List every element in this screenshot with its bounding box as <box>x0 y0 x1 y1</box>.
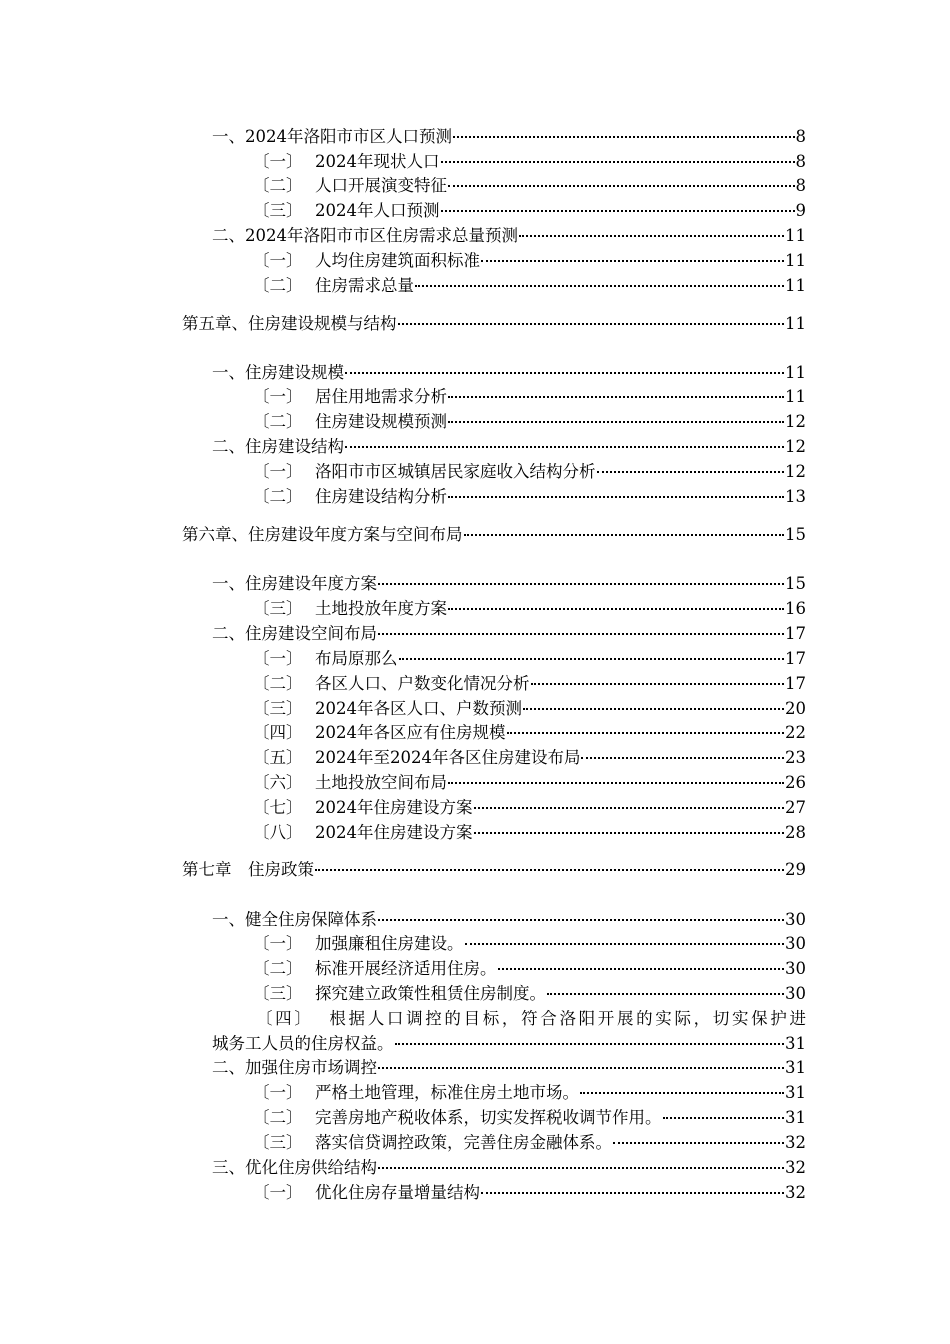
toc-entry-page: 26 <box>785 773 806 792</box>
toc-entry <box>253 647 806 671</box>
dot-leader <box>441 209 795 212</box>
toc-entry-page: 32 <box>785 1133 806 1152</box>
dot-leader <box>481 259 784 262</box>
toc-entry <box>253 672 806 696</box>
toc-entry-number: 〔六〕 <box>253 773 303 792</box>
toc-entry-number: 〔一〕 <box>253 462 303 481</box>
dot-leader <box>481 1191 784 1194</box>
toc-entry <box>212 572 806 596</box>
toc-entry <box>253 932 806 956</box>
toc-entry-page: 16 <box>785 599 806 618</box>
toc-entry-title: 优化住房存量增量结构 <box>315 1183 480 1202</box>
toc-entry <box>212 622 806 646</box>
toc-entry-number: 〔五〕 <box>253 748 303 767</box>
toc-entry <box>212 224 806 248</box>
toc-entry-title: 各区人口、户数变化情况分析 <box>315 674 530 693</box>
toc-entry-title: 2024年各区应有住房规模 <box>315 723 506 742</box>
toc-entry-title: 住房建设结构分析 <box>315 487 447 506</box>
toc-entry-page: 23 <box>785 748 806 767</box>
toc-entry-title: 二、加强住房市场调控 <box>212 1058 377 1077</box>
toc-entry-title: 加强廉租住房建设。 <box>315 934 464 953</box>
toc-entry-title: 一、住房建设年度方案 <box>212 574 377 593</box>
toc-entry-number: 〔一〕 <box>253 251 303 270</box>
toc-entry-title: 第六章、住房建设年度方案与空间布局 <box>182 525 463 544</box>
toc-entry <box>253 796 806 820</box>
toc-entry-page: 31 <box>785 1033 806 1053</box>
toc-entry <box>253 721 806 745</box>
toc-entry-number: 〔一〕 <box>253 152 303 171</box>
dot-leader <box>448 395 784 398</box>
toc-entry-page: 12 <box>785 412 806 431</box>
toc-entry-page: 11 <box>785 363 806 382</box>
toc-entry-page: 8 <box>795 152 806 171</box>
toc-entry-page: 29 <box>785 860 806 879</box>
toc-entry-number: 〔三〕 <box>253 984 303 1003</box>
dot-leader <box>547 992 784 995</box>
toc-entry-number: 〔二〕 <box>253 276 303 295</box>
dot-leader <box>448 781 784 784</box>
dot-leader <box>315 868 784 871</box>
dot-leader <box>465 942 785 945</box>
toc-entry <box>253 485 806 509</box>
toc-entry <box>253 410 806 434</box>
dot-leader <box>399 657 785 660</box>
toc-entry-page: 11 <box>785 251 806 270</box>
toc-entry-title: 二、2024年洛阳市市区住房需求总量预测 <box>212 226 518 245</box>
toc-entry <box>253 697 806 721</box>
toc-entry-title: 2024年人口预测 <box>315 201 440 220</box>
toc-entry-page: 22 <box>785 723 806 742</box>
toc-entry-number: 〔二〕 <box>253 176 303 195</box>
toc-entry-page: 11 <box>785 226 806 245</box>
toc-entry-number: 〔二〕 <box>253 412 303 431</box>
toc-entry-line2 <box>212 1032 806 1057</box>
toc-entry-number: 〔四〕 <box>256 1009 314 1028</box>
toc-entry <box>253 746 806 770</box>
dot-leader <box>345 445 784 448</box>
toc-entry-page: 31 <box>785 1058 806 1077</box>
dot-leader <box>464 533 785 536</box>
toc-entry-title: 2024年现状人口 <box>315 152 440 171</box>
toc-entry-page: 20 <box>785 699 806 718</box>
dot-leader <box>519 234 784 237</box>
toc-entry-page: 31 <box>785 1083 806 1102</box>
toc-entry-title: 布局原那么 <box>315 649 398 668</box>
toc-entry-title: 居住用地需求分析 <box>315 387 447 406</box>
dot-leader <box>378 1066 784 1069</box>
dot-leader <box>498 967 785 970</box>
toc-entry-title: 三、优化住房供给结构 <box>212 1158 377 1177</box>
dot-leader <box>581 756 784 759</box>
dot-leader <box>523 707 784 710</box>
toc-chapter <box>182 523 806 547</box>
toc-entry-title: 二、住房建设结构 <box>212 437 344 456</box>
toc-entry-title: 二、住房建设空间布局 <box>212 624 377 643</box>
toc-entry <box>212 125 806 149</box>
toc-entry <box>253 1081 806 1105</box>
toc-entry-title: 土地投放空间布局 <box>315 773 447 792</box>
toc-entry-page: 30 <box>785 934 806 953</box>
dot-leader <box>580 1091 784 1094</box>
toc-entry-title: 一、2024年洛阳市市区人口预测 <box>212 127 452 146</box>
toc-entry-title: 住房需求总量 <box>315 276 414 295</box>
dot-leader <box>378 632 784 635</box>
dot-leader <box>613 1141 784 1144</box>
toc-entry-title: 土地投放年度方案 <box>315 599 447 618</box>
toc-entry <box>253 821 806 845</box>
toc-entry-number: 〔二〕 <box>253 487 303 506</box>
toc-entry-page: 30 <box>785 984 806 1003</box>
toc-entry-page: 9 <box>795 201 806 220</box>
toc-entry-title: 落实信贷调控政策，完善住房金融体系。 <box>315 1133 612 1152</box>
toc-entry-number: 〔二〕 <box>253 1108 303 1127</box>
toc-entry <box>253 771 806 795</box>
dot-leader <box>378 1166 784 1169</box>
toc-entry-number: 〔一〕 <box>253 649 303 668</box>
toc-entry <box>253 249 806 273</box>
toc-entry-page: 17 <box>785 674 806 693</box>
toc-entry-page: 27 <box>785 798 806 817</box>
toc-entry-title: 人均住房建筑面积标准 <box>315 251 480 270</box>
dot-leader <box>448 495 784 498</box>
toc-entry-title: 严格土地管理，标准住房土地市场。 <box>315 1083 579 1102</box>
toc-entry-page: 11 <box>785 387 806 406</box>
dot-leader <box>395 1042 785 1045</box>
dot-leader <box>507 731 785 734</box>
dot-leader <box>448 607 784 610</box>
toc-entry-page: 32 <box>785 1158 806 1177</box>
toc-entry-number: 〔一〕 <box>253 1183 303 1202</box>
toc-entry-title: 标准开展经济适用住房。 <box>315 959 497 978</box>
dot-leader <box>597 470 785 473</box>
toc-entry-page: 17 <box>785 624 806 643</box>
toc-entry <box>253 199 806 223</box>
toc-entry-number: 〔二〕 <box>253 674 303 693</box>
toc-entry-line1 <box>212 1007 806 1032</box>
toc-entry-number: 〔七〕 <box>253 798 303 817</box>
toc-entry-title: 人口开展演变特征 <box>315 176 447 195</box>
toc-entry-page: 15 <box>785 574 806 593</box>
toc-entry-title: 第七章 住房政策 <box>182 860 314 879</box>
toc-entry-title: 探究建立政策性租赁住房制度。 <box>315 984 546 1003</box>
toc-entry-page: 30 <box>785 959 806 978</box>
dot-leader <box>448 184 795 187</box>
dot-leader <box>345 371 784 374</box>
toc-entry-title: 一、健全住房保障体系 <box>212 910 377 929</box>
dot-leader <box>398 322 785 325</box>
toc-entry-title: 根据人口调控的目标，符合洛阳开展的实际，切实保护进 <box>329 1009 807 1028</box>
toc-entry-number: 〔三〕 <box>253 699 303 718</box>
toc-entry <box>253 1106 806 1130</box>
dot-leader <box>441 160 795 163</box>
toc-entry-wrapped <box>212 1007 806 1056</box>
toc-entry-title: 完善房地产税收体系，切实发挥税收调节作用。 <box>315 1108 662 1127</box>
toc-entry-number: 〔一〕 <box>253 1083 303 1102</box>
toc-entry <box>253 150 806 174</box>
toc-entry-page: 13 <box>785 487 806 506</box>
toc-entry-number: 〔三〕 <box>253 1133 303 1152</box>
toc-entry-page: 15 <box>785 525 806 544</box>
toc-entry-page: 28 <box>785 823 806 842</box>
toc-entry-title: 2024年各区人口、户数预测 <box>315 699 522 718</box>
toc-entry <box>253 385 806 409</box>
dot-leader <box>453 135 795 138</box>
dot-leader <box>474 831 785 834</box>
toc-entry <box>212 908 806 932</box>
toc-entry-number: 〔一〕 <box>253 934 303 953</box>
toc-entry-page: 12 <box>785 462 806 481</box>
toc-entry <box>253 460 806 484</box>
toc-entry <box>212 1156 806 1180</box>
toc-entry-number: 〔八〕 <box>253 823 303 842</box>
toc-entry <box>253 1181 806 1205</box>
toc-entry-page: 12 <box>785 437 806 456</box>
toc-entry-number: 〔三〕 <box>253 599 303 618</box>
dot-leader <box>378 918 784 921</box>
dot-leader <box>415 284 784 287</box>
toc-entry <box>253 174 806 198</box>
toc-entry-page: 17 <box>785 649 806 668</box>
toc-entry <box>253 597 806 621</box>
toc-entry-title-cont: 城务工人员的住房权益。 <box>212 1033 394 1053</box>
toc-entry-number: 〔一〕 <box>253 387 303 406</box>
toc-chapter <box>182 312 806 336</box>
toc-chapter <box>182 858 806 882</box>
toc-entry-title: 洛阳市市区城镇居民家庭收入结构分析 <box>315 462 596 481</box>
toc-entry-title: 住房建设规模预测 <box>315 412 447 431</box>
toc-entry-title: 2024年住房建设方案 <box>315 798 473 817</box>
toc-entry <box>253 957 806 981</box>
toc-entry-page: 30 <box>785 910 806 929</box>
toc-entry <box>253 274 806 298</box>
dot-leader <box>474 806 785 809</box>
dot-leader <box>663 1116 785 1119</box>
toc-entry-page: 8 <box>795 127 806 146</box>
toc-entry-page: 11 <box>785 314 806 333</box>
toc-entry-title: 第五章、住房建设规模与结构 <box>182 314 397 333</box>
toc-entry-title: 2024年住房建设方案 <box>315 823 473 842</box>
toc-entry-page: 11 <box>785 276 806 295</box>
toc-entry-number: 〔二〕 <box>253 959 303 978</box>
toc-entry-number: 〔四〕 <box>253 723 303 742</box>
toc-entry <box>253 1131 806 1155</box>
toc-entry-page: 8 <box>795 176 806 195</box>
dot-leader <box>531 682 785 685</box>
toc-entry <box>212 435 806 459</box>
toc-entry <box>212 1056 806 1080</box>
toc-entry-title: 一、住房建设规模 <box>212 363 344 382</box>
toc-entry <box>212 361 806 385</box>
dot-leader <box>378 582 784 585</box>
toc-entry-page: 32 <box>785 1183 806 1202</box>
toc-entry <box>253 982 806 1006</box>
dot-leader <box>448 420 784 423</box>
toc-entry-number: 〔三〕 <box>253 201 303 220</box>
toc-entry-title: 2024年至2024年各区住房建设布局 <box>315 748 581 767</box>
toc-entry-page: 31 <box>785 1108 806 1127</box>
